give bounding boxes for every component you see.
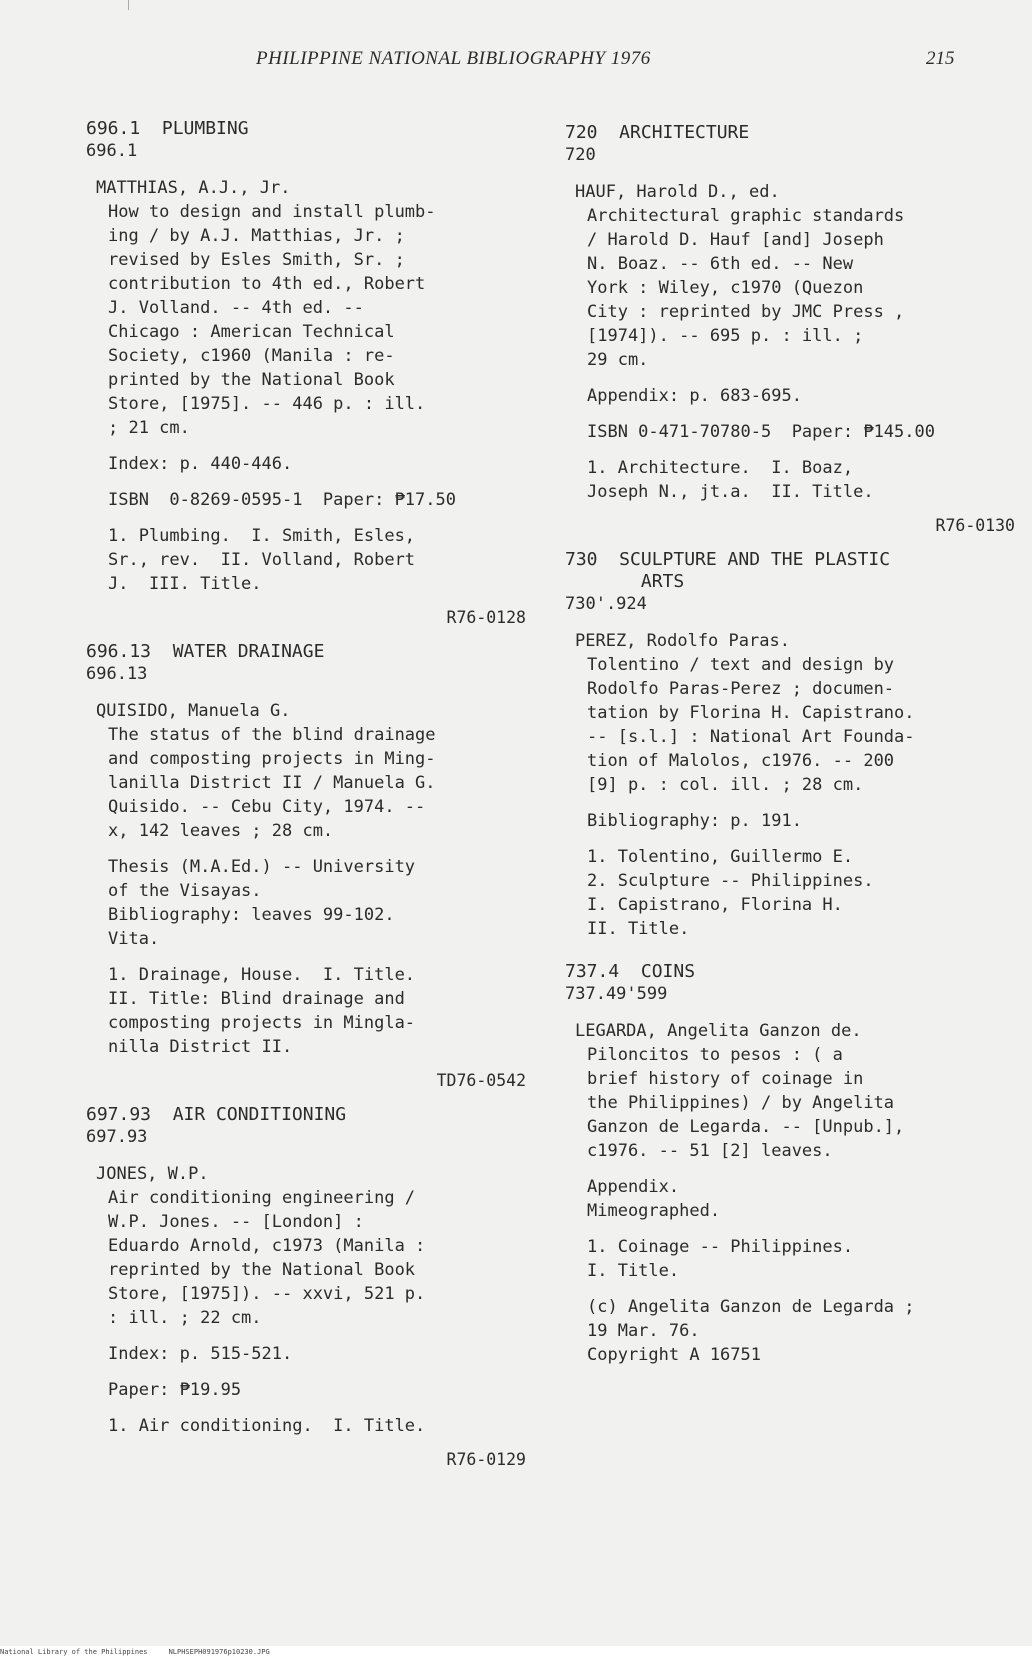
entry-line: tion of Malolos, c1976. -- 200 <box>587 751 895 771</box>
note-line: 2. Sculpture -- Philippines. <box>587 871 874 891</box>
entry-line: ing / by A.J. Matthias, Jr. ; <box>108 226 405 246</box>
note-line: I. Title. <box>587 1261 680 1281</box>
entry-note <box>575 1235 1015 1283</box>
catalog-entry <box>86 176 526 596</box>
note-line: 1. Air conditioning. I. Title. <box>108 1416 426 1436</box>
subject-heading: 696.13 WATER DRAINAGE <box>86 641 325 662</box>
entry-line: Store, [1975]. -- 446 p. : ill. <box>108 394 426 414</box>
entry-line: the Philippines) / by Angelita <box>587 1093 895 1113</box>
entry-line: x, 142 leaves ; 28 cm. <box>108 821 334 841</box>
class-number: 730'.924 <box>565 594 647 614</box>
note-line: (c) Angelita Ganzon de Legarda ; <box>587 1297 915 1317</box>
entry-line: W.P. Jones. -- [London] : <box>108 1212 364 1232</box>
entry-line: Rodolfo Paras-Perez ; documen- <box>587 679 895 699</box>
entry-line: : ill. ; 22 cm. <box>108 1308 262 1328</box>
note-line: II. Title: Blind drainage and <box>108 989 405 1009</box>
entry-note <box>96 963 526 1059</box>
catalog-section <box>565 961 1015 1381</box>
entry-line: N. Boaz. -- 6th ed. -- New <box>587 254 854 274</box>
catalog-entry <box>565 629 1015 941</box>
control-number: R76-0130 <box>935 516 1015 535</box>
entry-line: / Harold D. Hauf [and] Joseph <box>587 230 884 250</box>
entry-line: Piloncitos to pesos : ( a <box>587 1045 843 1065</box>
running-title: PHILIPPINE NATIONAL BIBLIOGRAPHY 1976 <box>256 48 651 69</box>
note-line: of the Visayas. <box>108 881 262 901</box>
note-line: 1. Drainage, House. I. Title. <box>108 965 416 985</box>
entry-line: Ganzon de Legarda. -- [Unpub.], <box>587 1117 905 1137</box>
note-line: Mimeographed. <box>587 1201 721 1221</box>
note-line: II. Title. <box>587 919 690 939</box>
entry-note <box>575 456 1015 504</box>
entry-line: Eduardo Arnold, c1973 (Manila : <box>108 1236 426 1256</box>
entry-note <box>575 845 1015 941</box>
catalog-section <box>86 1104 526 1469</box>
entry-author: PEREZ, Rodolfo Paras. <box>575 631 790 651</box>
entry-note <box>96 452 526 476</box>
class-number: 697.93 <box>86 1127 148 1147</box>
page-number: 215 <box>926 48 955 69</box>
catalog-section <box>565 549 1015 955</box>
entry-author: QUISIDO, Manuela G. <box>96 701 291 721</box>
entry-note <box>575 809 1015 833</box>
entry-line: contribution to 4th ed., Robert <box>108 274 426 294</box>
entry-line: Quisido. -- Cebu City, 1974. -- <box>108 797 426 817</box>
note-line: Sr., rev. II. Volland, Robert <box>108 550 416 570</box>
entry-line: Store, [1975]). -- xxvi, 521 p. <box>108 1284 426 1304</box>
entry-line: 29 cm. <box>587 350 649 370</box>
entry-note <box>96 1414 526 1438</box>
note-line: Thesis (M.A.Ed.) -- University <box>108 857 416 877</box>
note-line: 1. Coinage -- Philippines. <box>587 1237 854 1257</box>
note-line: Vita. <box>108 929 160 949</box>
note-line: Index: p. 440-446. <box>108 454 293 474</box>
entry-line: [9] p. : col. ill. ; 28 cm. <box>587 775 864 795</box>
note-line: Index: p. 515-521. <box>108 1344 293 1364</box>
note-line: 1. Tolentino, Guillermo E. <box>587 847 854 867</box>
note-line: 19 Mar. 76. <box>587 1321 700 1341</box>
note-line: Appendix. <box>587 1177 680 1197</box>
note-line: I. Capistrano, Florina H. <box>587 895 843 915</box>
entry-note <box>575 384 1015 408</box>
note-line: ISBN 0-8269-0595-1 Paper: ₱17.50 <box>108 490 456 510</box>
section-spacer <box>565 941 1015 955</box>
entry-line: reprinted by the National Book <box>108 1260 416 1280</box>
entry-line: and composting projects in Ming- <box>108 749 436 769</box>
entry-note <box>575 1175 1015 1223</box>
note-line: 1. Plumbing. I. Smith, Esles, <box>108 526 416 546</box>
catalog-entry <box>86 1162 526 1438</box>
note-line: Copyright A 16751 <box>587 1345 761 1365</box>
subject-heading: 730 SCULPTURE AND THE PLASTIC ARTS <box>565 549 891 592</box>
catalog-section <box>86 641 526 1090</box>
note-line: composting projects in Mingla- <box>108 1013 416 1033</box>
control-number: R76-0128 <box>446 608 526 627</box>
entry-author: MATTHIAS, A.J., Jr. <box>96 178 291 198</box>
note-line: nilla District II. <box>108 1037 293 1057</box>
note-line: J. III. Title. <box>108 574 262 594</box>
note-line: Joseph N., jt.a. II. Title. <box>587 482 874 502</box>
class-number: 737.49'599 <box>565 984 668 1004</box>
entry-line: Chicago : American Technical <box>108 322 395 342</box>
entry-note <box>96 524 526 596</box>
control-number: R76-0129 <box>446 1450 526 1469</box>
class-number: 696.1 <box>86 141 138 161</box>
entry-line: brief history of coinage in <box>587 1069 864 1089</box>
catalog-entry <box>565 1019 1015 1367</box>
catalog-section <box>565 122 1015 535</box>
entry-line: City : reprinted by JMC Press , <box>587 302 905 322</box>
entry-note <box>96 855 526 951</box>
subject-heading: 696.1 PLUMBING <box>86 118 249 139</box>
subject-heading: 697.93 AIR CONDITIONING <box>86 1104 347 1125</box>
entry-line: -- [s.l.] : National Art Founda- <box>587 727 915 747</box>
left-column <box>86 118 526 1483</box>
entry-line: printed by the National Book <box>108 370 395 390</box>
page-header <box>0 48 1032 78</box>
entry-line: Air conditioning engineering / <box>108 1188 416 1208</box>
entry-author: HAUF, Harold D., ed. <box>575 182 780 202</box>
note-line: Appendix: p. 683-695. <box>587 386 802 406</box>
entry-line: Architectural graphic standards <box>587 206 905 226</box>
note-line: Bibliography: p. 191. <box>587 811 802 831</box>
class-number: 696.13 <box>86 664 148 684</box>
scan-footer: National Library of the Philippines NLPHSEPH091976p10230.JPG <box>0 1646 1032 1658</box>
entry-note <box>96 1378 526 1402</box>
entry-note <box>96 488 526 512</box>
catalog-section <box>86 118 526 627</box>
entry-author: JONES, W.P. <box>96 1164 209 1184</box>
entry-line: How to design and install plumb- <box>108 202 436 222</box>
entry-line: revised by Esles Smith, Sr. ; <box>108 250 405 270</box>
section-spacer <box>565 1367 1015 1381</box>
entry-note <box>96 1342 526 1366</box>
control-number: TD76-0542 <box>436 1071 526 1090</box>
entry-line: [1974]). -- 695 p. : ill. ; <box>587 326 864 346</box>
subject-heading: 737.4 COINS <box>565 961 696 982</box>
catalog-entry <box>565 180 1015 504</box>
entry-line: c1976. -- 51 [2] leaves. <box>587 1141 833 1161</box>
scan-mark <box>128 0 129 10</box>
note-line: 1. Architecture. I. Boaz, <box>587 458 854 478</box>
catalog-entry <box>86 699 526 1059</box>
entry-line: ; 21 cm. <box>108 418 190 438</box>
entry-line: Tolentino / text and design by <box>587 655 895 675</box>
entry-line: lanilla District II / Manuela G. <box>108 773 436 793</box>
entry-author: LEGARDA, Angelita Ganzon de. <box>575 1021 862 1041</box>
subject-heading: 720 ARCHITECTURE <box>565 122 750 143</box>
entry-line: J. Volland. -- 4th ed. -- <box>108 298 364 318</box>
note-line: ISBN 0-471-70780-5 Paper: ₱145.00 <box>587 422 935 442</box>
note-line: Bibliography: leaves 99-102. <box>108 905 395 925</box>
note-line: Paper: ₱19.95 <box>108 1380 242 1400</box>
entry-note <box>575 420 1015 444</box>
right-column <box>565 122 1015 1387</box>
entry-line: The status of the blind drainage <box>108 725 436 745</box>
entry-line: tation by Florina H. Capistrano. <box>587 703 915 723</box>
entry-line: Society, c1960 (Manila : re- <box>108 346 395 366</box>
class-number: 720 <box>565 145 596 165</box>
entry-line: York : Wiley, c1970 (Quezon <box>587 278 864 298</box>
entry-note <box>575 1295 1015 1367</box>
